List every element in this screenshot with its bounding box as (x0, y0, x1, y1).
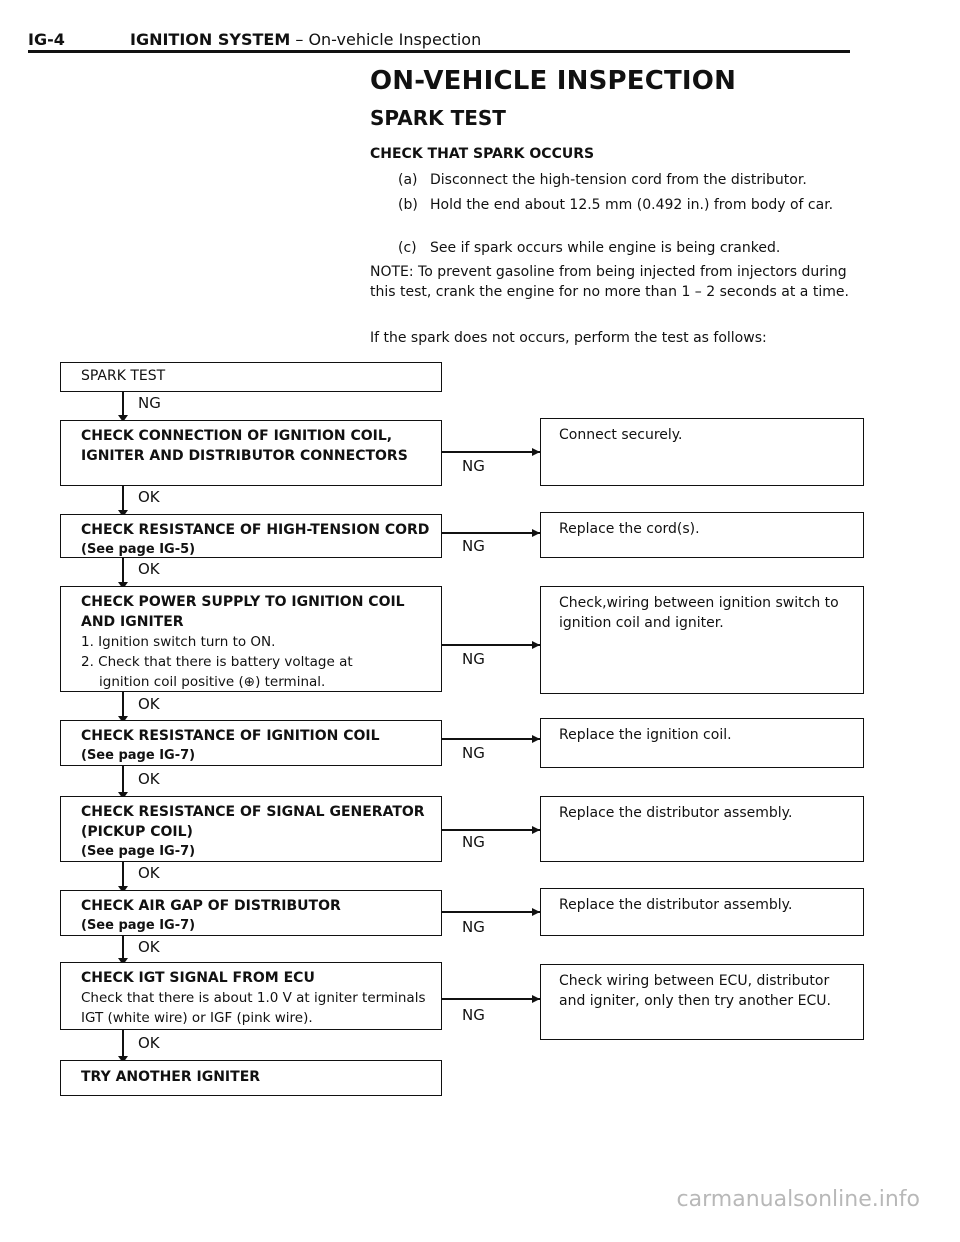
check-title: CHECK POWER SUPPLY TO IGNITION COIL AND IGNITER (81, 594, 405, 630)
arrow-right-icon (532, 448, 540, 456)
ng-label: NG (462, 650, 485, 668)
ng-branch-line (442, 644, 540, 646)
check-heading: CHECK THAT SPARK OCCURS (370, 146, 595, 162)
section-heading: SPARK TEST (370, 106, 506, 130)
ng-label: NG (462, 918, 485, 936)
remedy-text: Check,wiring between ignition switch to ignition coil and igniter. (559, 595, 839, 631)
ok-label: OK (138, 938, 160, 956)
arrow-right-icon (532, 735, 540, 743)
ok-label: OK (138, 1034, 160, 1052)
ng-branch-line (442, 532, 540, 534)
ng-branch-line (442, 998, 540, 1000)
arrow-right-icon (532, 641, 540, 649)
subsection-title: – On-vehicle Inspection (295, 30, 482, 49)
step-label: (c) (398, 240, 417, 256)
step-text: Hold the end about 12.5 mm (0.492 in.) from body of car. (430, 197, 834, 213)
running-head (130, 30, 481, 49)
section-title: IGNITION SYSTEM (130, 30, 291, 49)
ng-label: NG (462, 744, 485, 762)
remedy-box (540, 718, 864, 768)
arrow-right-icon (532, 995, 540, 1003)
ng-label: NG (462, 1006, 485, 1024)
remedy-box (540, 418, 864, 486)
ok-label: OK (138, 560, 160, 578)
check-ignition-coil-box (60, 720, 442, 766)
ng-branch-line (442, 738, 540, 740)
ok-label: OK (138, 488, 160, 506)
check-title: CHECK CONNECTION OF IGNITION COIL, IGNITER AND DISTRIBUTOR CONNECTORS (81, 428, 408, 464)
remedy-text: Check wiring between ECU, distributor and igniter, only then try another ECU. (559, 973, 831, 1009)
remedy-text: Replace the distributor assembly. (559, 805, 793, 821)
check-title: CHECK AIR GAP OF DISTRIBUTOR (81, 898, 341, 914)
check-high-tension-cord-box (60, 514, 442, 558)
page-reference: (See page IG-7) (81, 918, 196, 933)
check-air-gap-box (60, 890, 442, 936)
ok-label: OK (138, 695, 160, 713)
remedy-box (540, 796, 864, 862)
check-title: CHECK RESISTANCE OF SIGNAL GENERATOR (PICKUP COIL) (81, 804, 425, 840)
instruction-line: ignition coil positive (⊕) terminal. (99, 674, 326, 690)
step-text: See if spark occurs while engine is being cranked. (430, 240, 781, 256)
ng-branch-line (442, 911, 540, 913)
remedy-text: Replace the cord(s). (559, 521, 700, 537)
watermark: carmanualsonline.info (676, 1187, 920, 1212)
remedy-text: Replace the ignition coil. (559, 727, 732, 743)
check-title: CHECK RESISTANCE OF HIGH-TENSION CORD (81, 522, 430, 538)
intro-text: If the spark does not occurs, perform the test as follows: (370, 330, 767, 346)
instruction-line: 1. Ignition switch turn to ON. (81, 634, 276, 650)
flow-start-label: SPARK TEST (81, 368, 166, 384)
page-reference: (See page IG-5) (81, 542, 196, 557)
instruction-line: 2. Check that there is battery voltage at (81, 654, 353, 670)
ok-label: OK (138, 864, 160, 882)
ok-label: OK (138, 770, 160, 788)
remedy-box (540, 964, 864, 1040)
page-reference: (See page IG-7) (81, 844, 196, 859)
check-igt-signal-box (60, 962, 442, 1030)
remedy-text: Replace the distributor assembly. (559, 897, 793, 913)
check-description: Check that there is about 1.0 V at igniter terminals IGT (white wire) or IGF (pink wire). (81, 990, 426, 1026)
remedy-box (540, 586, 864, 694)
step-b (398, 195, 868, 215)
step-text: Disconnect the high-tension cord from the distributor. (430, 172, 807, 188)
check-title: CHECK RESISTANCE OF IGNITION COIL (81, 728, 380, 744)
step-c (398, 238, 868, 258)
flow-end-label: TRY ANOTHER IGNITER (81, 1069, 261, 1085)
ng-branch-line (442, 829, 540, 831)
arrow-right-icon (532, 908, 540, 916)
check-title: CHECK IGT SIGNAL FROM ECU (81, 970, 315, 986)
check-signal-generator-box (60, 796, 442, 862)
page-reference: (See page IG-7) (81, 748, 196, 763)
remedy-box (540, 512, 864, 558)
ng-label: NG (462, 833, 485, 851)
flow-end-box (60, 1060, 442, 1096)
note: NOTE: To prevent gasoline from being injected from injectors during this test, crank the engine for no more than 1 – 2 seconds at a time. (370, 264, 849, 300)
step-label: (b) (398, 197, 418, 213)
step-a (398, 170, 868, 190)
check-connection-box (60, 420, 442, 486)
check-power-supply-box (60, 586, 442, 692)
arrow-right-icon (532, 826, 540, 834)
step-label: (a) (398, 172, 418, 188)
page-title: ON-VEHICLE INSPECTION (370, 66, 737, 96)
flow-start-box (60, 362, 442, 392)
ng-label: NG (462, 537, 485, 555)
remedy-text: Connect securely. (559, 427, 683, 443)
remedy-box (540, 888, 864, 936)
ng-branch-line (442, 451, 540, 453)
ng-label: NG (138, 394, 161, 412)
arrow-right-icon (532, 529, 540, 537)
ng-label: NG (462, 457, 485, 475)
header-rule (28, 50, 850, 53)
page-number: IG-4 (28, 30, 65, 49)
